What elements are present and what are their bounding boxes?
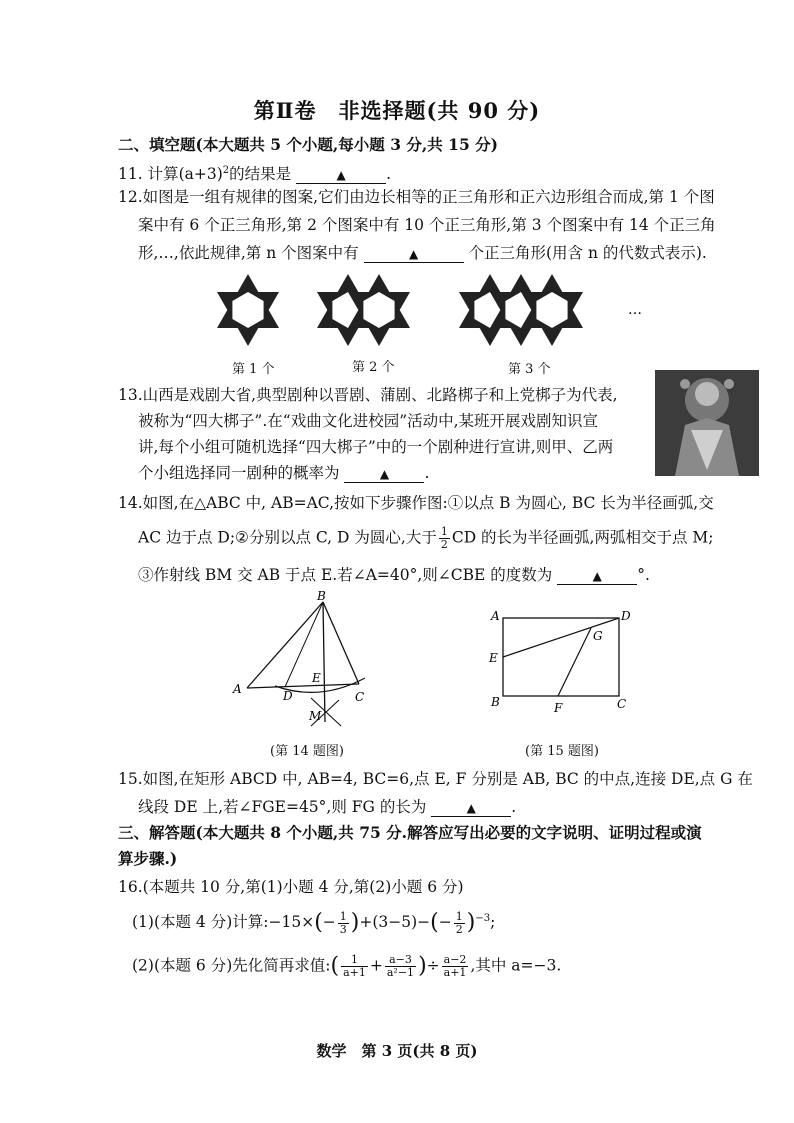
question-12-line3: 形,…,依此规律,第 n 个图案中有 ▲ 个正三角形(用含 n 的代数式表示). — [138, 244, 707, 262]
answer-blank[interactable]: ▲ — [364, 244, 464, 263]
svg-text:E: E — [312, 671, 321, 685]
svg-text:M: M — [309, 709, 322, 723]
svg-text:C: C — [355, 690, 365, 704]
question-13-line2: 被称为“四大梆子”.在“戏曲文化进校园”活动中,某班开展戏剧知识宣 — [138, 412, 599, 430]
answer-blank[interactable]: ▲ — [557, 566, 637, 585]
pattern-3 — [459, 274, 583, 346]
question-16-part-2: (2)(本题 6 分)先化简再求值:( $\frac{1}{a+1}$ + $\frac{a-3}{\text{a²−1}}$ )÷ $\frac{a-2}{a+1}$ ,其中 a=−3. — [132, 953, 562, 979]
section-solve-heading-line1: 三、解答题(本大题共 8 个小题,共 75 分.解答应写出必要的文字说明、证明过程或演 — [118, 823, 702, 842]
svg-text:A: A — [491, 609, 500, 623]
svg-text:D: D — [283, 689, 293, 703]
section-fill-in-heading: 二、填空题(本大题共 5 个小题,每小题 3 分,共 15 分) — [118, 135, 498, 154]
svg-text:D: D — [621, 609, 631, 623]
page-footer: 数学 第 3 页(共 8 页) — [316, 1042, 478, 1060]
caption-3: 第 3 个 — [508, 362, 551, 377]
svg-text:G: G — [593, 629, 603, 643]
answer-blank[interactable]: ▲ — [296, 165, 386, 184]
question-14-line1: 14.如图,在△ABC 中, AB=AC,按如下步骤作图:①以点 B 为圆心, BC 长为半径画弧,交 — [118, 494, 714, 512]
opera-performer-photo — [655, 370, 759, 476]
page-title: 第Ⅱ卷 非选择题(共 90 分) — [253, 98, 541, 123]
figure-14-caption: (第 14 题图) — [270, 744, 344, 759]
caption-2: 第 2 个 — [352, 360, 395, 375]
figure-14 — [225, 590, 385, 740]
question-12-line1: 12.如图是一组有规律的图案,它们由边长相等的正三角形和正六边形组合而成,第 1 个图 — [118, 188, 715, 206]
question-14-line2: AC 边于点 D;②分别以点 C, D 为圆心,大于 $\frac{1}{2}$ CD 的长为半径画弧,两弧相交于点 M; — [138, 525, 714, 551]
question-16-part-1: (1)(本题 4 分)计算:−15×(− $\frac{1}{3}$ )+(3−5)−(− $\frac{1}{2}$ )$^{-3}$; — [132, 909, 496, 936]
question-14-line3: ③作射线 BM 交 AB 于点 E.若∠A=40°,则∠CBE 的度数为 ▲ °. — [138, 566, 650, 584]
question-13-line1: 13.山西是戏剧大省,典型剧种以晋剧、蒲剧、北路梆子和上党梆子为代表, — [118, 386, 618, 404]
question-11: 11. 计算$(a+3)^2$的结果是 ▲ . — [118, 165, 392, 184]
ellipsis: … — [628, 302, 642, 318]
svg-text:A: A — [233, 682, 242, 696]
star-pattern-figure — [200, 270, 660, 350]
pattern-1 — [217, 274, 279, 346]
section-solve-heading-line2: 算步骤.) — [118, 849, 178, 868]
svg-text:E: E — [489, 651, 498, 665]
question-16-head: 16.(本题共 10 分,第(1)小题 4 分,第(2)小题 6 分) — [118, 878, 464, 896]
answer-blank[interactable]: ▲ — [431, 798, 511, 817]
question-15-line2: 线段 DE 上,若∠FGE=45°,则 FG 的长为 ▲ . — [138, 798, 517, 816]
caption-1: 第 1 个 — [232, 362, 275, 377]
question-12-line2: 案中有 6 个正三角形,第 2 个图案中有 10 个正三角形,第 3 个图案中有 14 个正三角 — [138, 216, 716, 234]
svg-text:F: F — [554, 701, 563, 715]
svg-text:C: C — [617, 697, 627, 711]
answer-blank[interactable]: ▲ — [344, 464, 424, 483]
question-15-line1: 15.如图,在矩形 ABCD 中, AB=4, BC=6,点 E, F 分别是 AB, BC 的中点,连接 DE,点 G 在 — [118, 770, 753, 788]
question-13-line4: 个小组选择同一剧种的概率为 ▲ . — [138, 464, 430, 482]
question-13-line3: 讲,每个小组可随机选择“四大梆子”中的一个剧种进行宣讲,则甲、乙两 — [138, 438, 614, 456]
pattern-2 — [317, 274, 410, 346]
svg-text:B: B — [317, 590, 326, 603]
figure-15-caption: (第 15 题图) — [525, 744, 599, 759]
figure-15 — [485, 600, 635, 720]
svg-text:B: B — [491, 695, 500, 709]
